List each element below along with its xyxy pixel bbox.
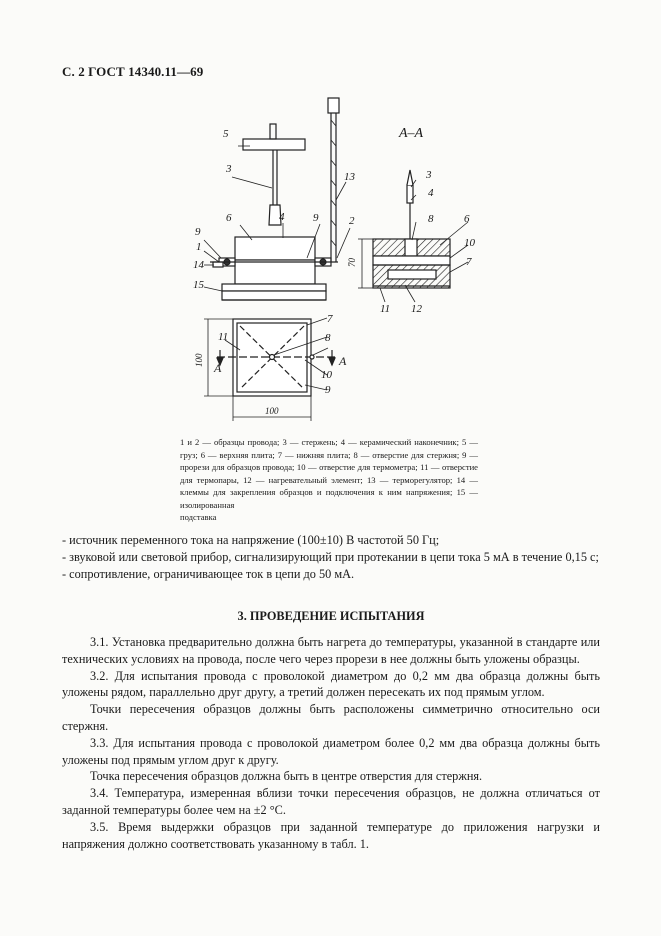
- label-11s: 11: [380, 303, 391, 315]
- label-4s: 4: [428, 187, 434, 199]
- apparatus-figure: [180, 92, 500, 437]
- section-title-label: А–А: [399, 126, 424, 141]
- equipment-list: [62, 532, 600, 582]
- section-body: [62, 634, 600, 852]
- label-8s: 8: [428, 213, 434, 225]
- dim-100-v: 100: [194, 353, 204, 367]
- label-4: 4: [279, 211, 285, 223]
- label-10p: 10: [321, 369, 332, 381]
- label-3: 3: [226, 163, 232, 175]
- label-11p: 11: [218, 331, 229, 343]
- label-13: 13: [344, 171, 355, 183]
- paragraph: 3.4. Температура, измеренная вблизи точки пересечения образцов, не должна отличаться от заданной температуры более чем на ±2 °С.: [62, 786, 600, 817]
- paragraph: Точка пересечения образцов должна быть в центре отверстия для стержня.: [90, 769, 483, 784]
- label-8p: 8: [325, 332, 331, 344]
- section-a-right: А: [339, 354, 347, 368]
- dim-100-h: 100: [265, 406, 279, 416]
- label-10s: 10: [464, 237, 475, 249]
- label-3s: 3: [426, 169, 432, 181]
- label-9p: 9: [325, 384, 331, 396]
- label-14: 14: [193, 259, 204, 271]
- section-view: [358, 170, 468, 302]
- section-a-left: А: [214, 361, 222, 375]
- equipment-item: - сопротивление, ограничивающее ток в цепи до 50 мА.: [62, 566, 355, 581]
- label-6: 6: [226, 212, 232, 224]
- label-7p: 7: [327, 313, 333, 325]
- caption-end: подставка: [180, 512, 217, 522]
- label-5: 5: [223, 128, 229, 140]
- equipment-item: - источник переменного тока на напряжение (100±10) В частотой 50 Гц;: [62, 533, 440, 547]
- equipment-item: - звуковой или световой прибор, сигнализирующий при протекании в цепи тока 5 мА в течение 0,15 с;: [62, 549, 599, 564]
- paragraph: Точки пересечения образцов должны быть расположены симметрично относительно оси стержня.: [62, 702, 600, 733]
- figure-caption: [180, 436, 478, 524]
- label-9b: 9: [195, 226, 201, 238]
- label-2: 2: [349, 215, 355, 227]
- label-12s: 12: [411, 303, 422, 315]
- label-7s: 7: [466, 256, 472, 268]
- paragraph: 3.2. Для испытания провода с проволокой диаметром до 0,2 мм два образца должны быть уложены рядом, параллельно друг другу, а третий должен пересекать их под прямым углом.: [62, 668, 600, 700]
- paragraph: 3.5. Время выдержки образцов при заданной температуре до приложения нагрузки и напряжения должно соответствовать указанному в табл. 1.: [62, 819, 600, 851]
- page-header: С. 2 ГОСТ 14340.11—69: [62, 64, 204, 79]
- label-1: 1: [196, 241, 202, 253]
- dim-70: 70: [347, 258, 357, 267]
- section-title: 3. ПРОВЕДЕНИЕ ИСПЫТАНИЯ: [237, 609, 425, 623]
- label-15: 15: [193, 279, 204, 291]
- paragraph: 3.3. Для испытания провода с проволокой диаметром более 0,2 мм два образца должны быть уложены под прямым углом друг к другу.: [62, 735, 600, 767]
- paragraph: 3.1. Установка предварительно должна быть нагрета до температуры, указанной в стандарте или технических условиях на провода, после чего через прорези в нее должны быть уложены образцы.: [62, 635, 600, 666]
- label-9: 9: [313, 212, 319, 224]
- caption-text: 1 и 2 — образцы провода; 3 — стержень; 4 — керамический наконечник; 5 — груз; 6 — верхняя плита; 7 — нижняя плита; 8 — отверстие для стержня; 9 — прорези для образцов провода; 10 — отверстие для термометра; 11 — отверстие для термопары, 12 — нагревательный элемент; 13 — терморегулятор; 14 — клеммы для закрепления образцов и подключения к ним напряжения; 15 — изолированная: [180, 437, 478, 510]
- label-6s: 6: [464, 213, 470, 225]
